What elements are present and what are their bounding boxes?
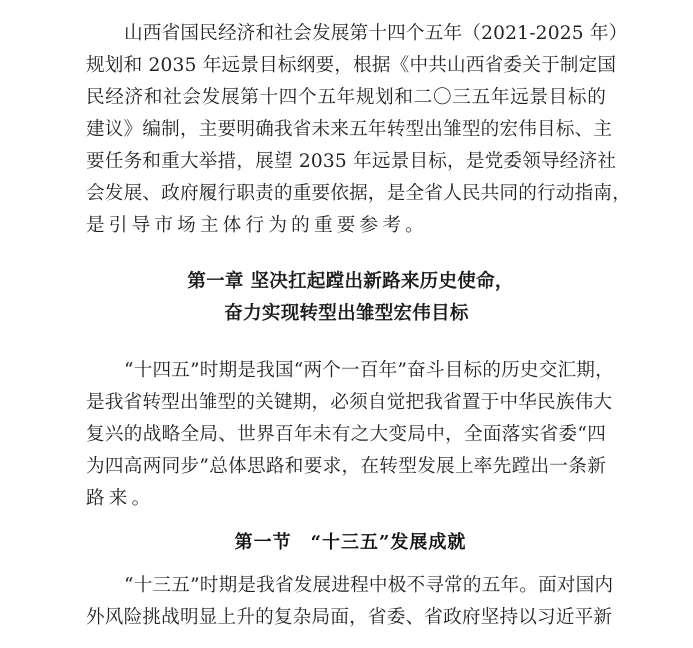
paragraph-line: 复兴的战略全局、世界百年未有之大变局中，全面落实省委“四 bbox=[86, 424, 606, 445]
section-heading: 第一节 “十三五”发展成就 bbox=[234, 532, 467, 553]
paragraph-line: 民经济和社会发展第十四个五年规划和二〇三五年远景目标的 bbox=[86, 87, 606, 108]
paragraph-line: 建议》编制，主要明确我省未来五年转型出雏型的宏伟目标、主 bbox=[86, 119, 613, 140]
paragraph-line: 山西省国民经济和社会发展第十四个五年（2021-2025 年） bbox=[124, 23, 628, 44]
paragraph-line: 为四高两同步”总体思路和要求，在转型发展上率先蹚出一条新 bbox=[86, 456, 606, 477]
paragraph-line: “十四五”时期是我国“两个一百年”奋斗目标的历史交汇期， bbox=[124, 360, 614, 381]
paragraph-line: 会发展、政府履行职责的重要依据，是全省人民共同的行动指南， bbox=[86, 183, 632, 204]
paragraph-line: 外风险挑战明显上升的复杂局面，省委、省政府坚持以习近平新 bbox=[86, 607, 613, 628]
paragraph-line: 规划和 2035 年远景目标纲要，根据《中共山西省委关于制定国 bbox=[86, 55, 617, 76]
paragraph-line: 是我省转型出雏型的关键期，必须自觉把我省置于中华民族伟大 bbox=[86, 392, 613, 413]
chapter-heading-line-1: 第一章 坚决扛起蹚出新路来历史使命， bbox=[187, 271, 514, 292]
chapter-heading-line-2: 奋力实现转型出雏型宏伟目标 bbox=[224, 303, 469, 324]
paragraph-line: 要任务和重大举措，展望 2035 年远景目标，是党委领导经济社 bbox=[86, 151, 617, 172]
paragraph-line: 路来。 bbox=[86, 488, 155, 509]
paragraph-line: 是引导市场主体行为的重要参考。 bbox=[86, 215, 428, 236]
paragraph-line: “十三五”时期是我省发展进程中极不寻常的五年。面对国内 bbox=[124, 575, 614, 596]
